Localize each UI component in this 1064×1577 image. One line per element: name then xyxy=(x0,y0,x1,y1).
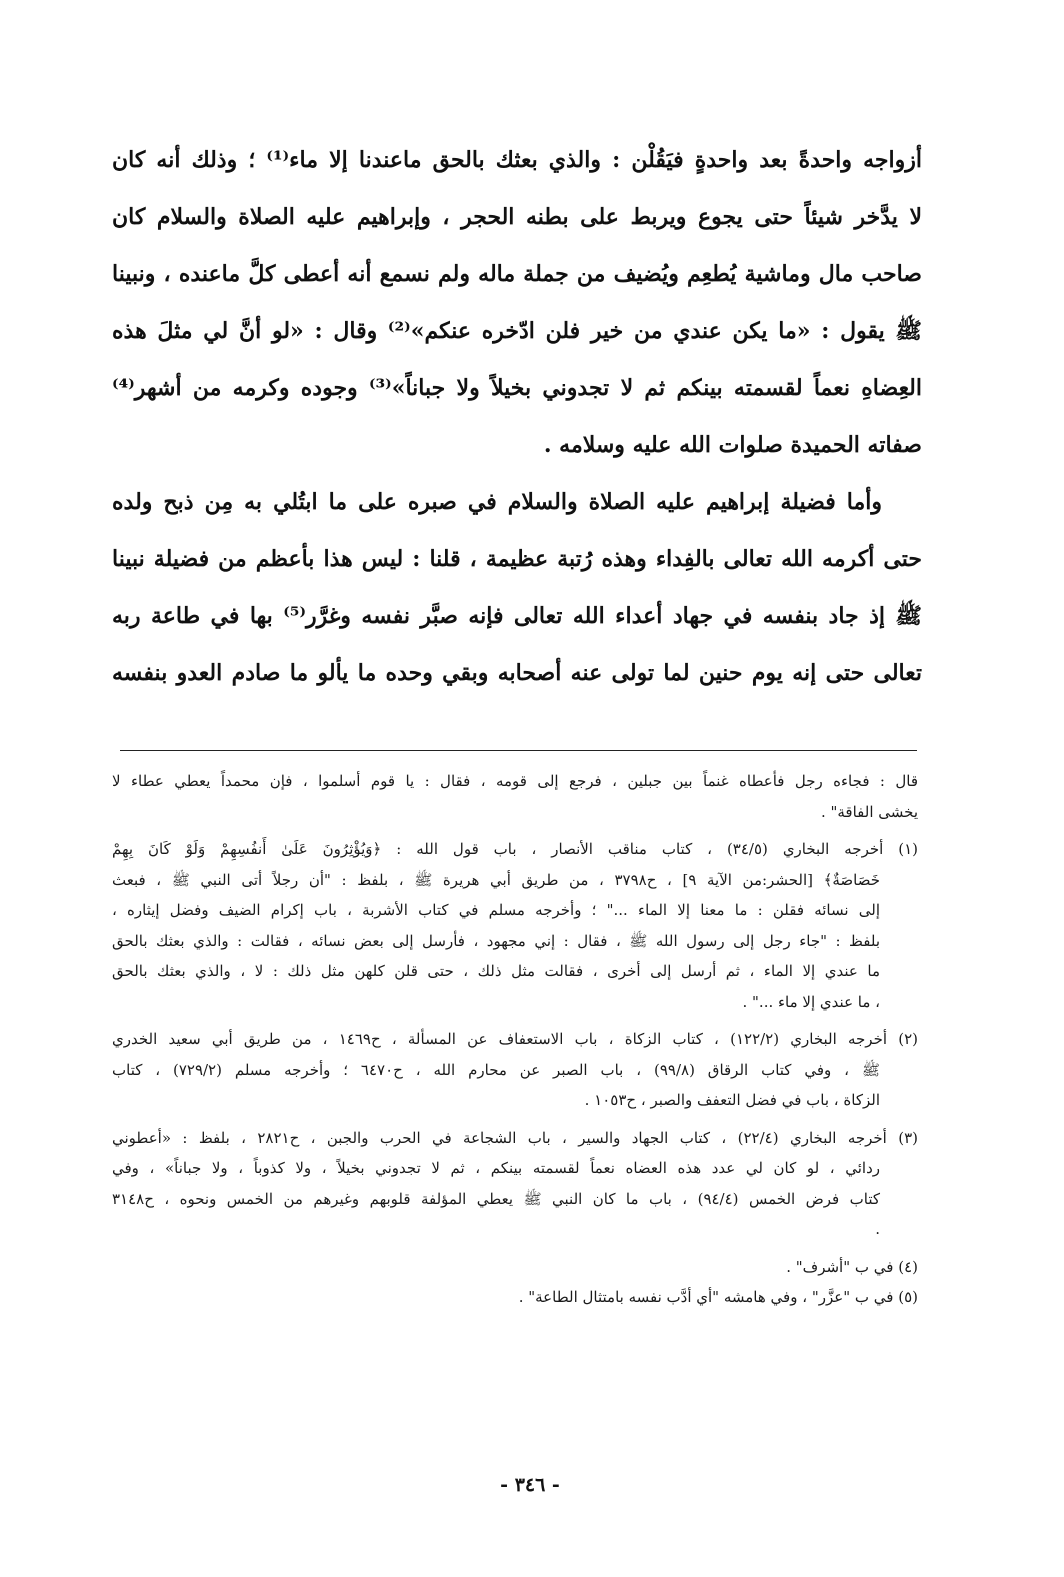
footnotes xyxy=(112,766,918,1313)
footnote-4: (٤) في ب "أشرف" . xyxy=(786,1257,918,1276)
footnote-line: الزكاة ، باب في فضل التعفف والصبر ، ح١٠٥٣ . xyxy=(584,1091,880,1109)
main-line: صاحب مال وماشية يُطعِم ويُضيف من جملة ماله ولم نسمع أنه أعطى كلَّ ماعنده ، ونبينا xyxy=(112,261,922,287)
main-line: ﷺ يقول : «ما يكن عندي من خير فلن ادّخره عنكم»⁽²⁾ وقال : «لو أنَّ لي مثلَ هذه xyxy=(112,318,922,344)
footnote-line: يخشى الفاقة" . xyxy=(820,802,918,821)
footnote-3: (٣) أخرجه البخاري (٢٢/٤) ، كتاب الجهاد والسير ، باب الشجاعة في الحرب والجبن ، ح٢٨٢١ ، بلفظ : «أعطوني xyxy=(112,1128,918,1147)
main-line: تعالى حتى إنه يوم حنين لما تولى عنه أصحابه وبقي وحده ما يألو ما صادم العدو بنفسه xyxy=(112,660,922,686)
footnote-line: إلى نسائه فقلن : ما معنا إلا الماء ..." ؛ وأخرجه مسلم في كتاب الأشربة ، باب إكرام الضيف وفضل إيثاره ، xyxy=(112,901,880,919)
footnote-line: خَصَاصَةٌ﴾ [الحشر:من الآية ٩] ، ح٣٧٩٨ ، من طريق أبي هريرة ﷺ ، بلفظ : "أن رجلاً أتى النبي ﷺ ، فبعث xyxy=(112,870,880,889)
main-line: العِضاهِ نعماً لقسمته بينكم ثم لا تجدوني بخيلاً ولا جباناً»⁽³⁾ وجوده وكرمه من أشهر⁽⁴⁾ xyxy=(112,375,922,401)
main-line: ﷺ إذ جاد بنفسه في جهاد أعداء الله تعالى فإنه صبَّر نفسه وغرَّر⁽⁵⁾ بها في طاعة ربه xyxy=(112,603,922,629)
footnote-line: كتاب فرض الخمس (٩٤/٤) ، باب ما كان النبي ﷺ يعطي المؤلفة قلوبهم وغيرهم من الخمس ونحوه ، ح٣١٤٨ xyxy=(112,1189,881,1208)
footnote-line: . xyxy=(875,1220,880,1238)
footnote-line: قال : فجاءه رجل فأعطاه غنماً بين جبلين ، فرجع إلى قومه ، فقال : يا قوم أسلموا ، فإن محمداً يعطي عطاء لا xyxy=(112,772,918,790)
footnote-separator xyxy=(120,750,917,751)
main-line: أزواجه واحدةً بعد واحدةٍ فيَقُلْن : والذي بعثك بالحق ماعندنا إلا ماء⁽¹⁾ ؛ وذلك أنه كان xyxy=(112,147,922,173)
footnote-1: (١) أخرجه البخاري (٣٤/٥) ، كتاب مناقب الأنصار ، باب قول الله : ﴿وَيُؤْثِرُونَ عَلَىٰ أَنفُسِهِمْ وَلَوْ كَانَ بِهِمْ xyxy=(112,840,918,858)
footnote-line: بلفظ : "جاء رجل إلى رسول الله ﷺ ، فقال : إني مجهود ، فأرسل إلى بعض نسائه ، فقالت : والذي بعثك بالحق xyxy=(112,931,880,950)
footnote-line: ما عندي إلا الماء ، ثم أرسل إلى أخرى ، فقالت مثل ذلك ، حتى قلن كلهن مثل ذلك : لا ، والذي بعثك بالحق xyxy=(112,962,880,980)
main-line: حتى أكرمه الله تعالى بالفِداء وهذه رُتبة عظيمة ، قلنا : ليس هذا بأعظم من فضيلة نبينا xyxy=(112,546,922,572)
footnote-line: ﷺ ، وفي كتاب الرقاق (٩٩/٨) ، باب الصبر عن محارم الله ، ح٦٤٧٠ ؛ وأخرجه مسلم (٧٢٩/٢) ، كتاب xyxy=(112,1060,880,1079)
footnote-5: (٥) في ب "عزَّر" ، وفي هامشه "أي أدَّب نفسه بامتثال الطاعة" . xyxy=(518,1288,918,1306)
footnote-line: ، ما عندي إلا ماء ..." . xyxy=(742,992,880,1011)
page-number: - ٣٤٦ - xyxy=(500,1474,560,1496)
main-line: صفاته الحميدة صلوات الله عليه وسلامه . xyxy=(543,432,922,458)
main-text xyxy=(112,132,922,702)
footnote-2: (٢) أخرجه البخاري (١٢٢/٢) ، كتاب الزكاة ، باب الاستعفاف عن المسألة ، ح١٤٦٩ ، من طريق أبي سعيد الخدري xyxy=(112,1030,918,1048)
footnote-line: ردائي ، لو كان لي عدد هذه العضاه نعماً لقسمته بينكم ، ثم لا تجدوني بخيلاً ، ولا كذوباً ، ولا جباناً» ، وفي xyxy=(112,1159,880,1177)
main-line: وأما فضيلة إبراهيم عليه الصلاة والسلام في صبره على ما ابتُلي به مِن ذبح ولده xyxy=(112,489,882,515)
main-line: لا يدَّخر شيئاً حتى يجوع ويربط على بطنه الحجر ، وإبراهيم عليه الصلاة والسلام كان xyxy=(112,204,922,230)
